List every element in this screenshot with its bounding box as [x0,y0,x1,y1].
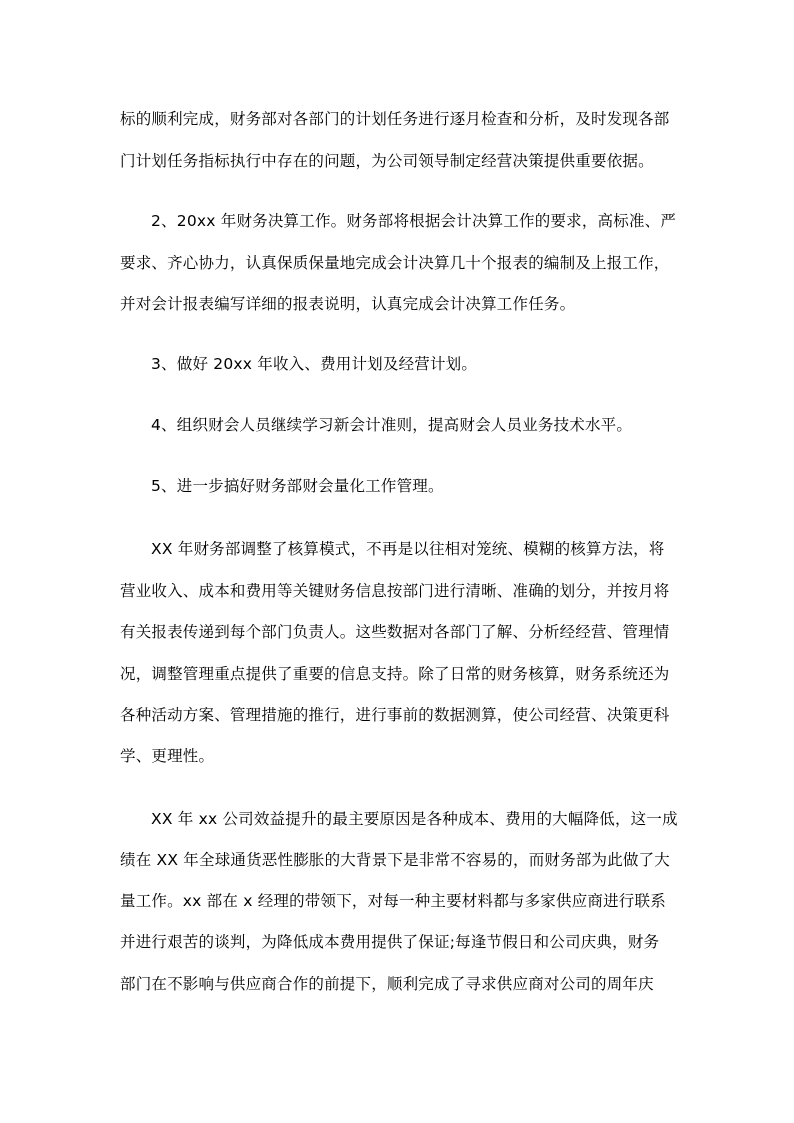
list-item-5-line: 5、进一步搞好财务部财会量化工作管理。 [151,477,444,495]
body-text-line: 学、更理性。 [120,747,215,765]
list-item-4-line: 4、组织财会人员继续学习新会计准则，提高财会人员业务技术水平。 [151,416,633,434]
body-text-line: 并进行艰苦的谈判，为降低成本费用提供了保证;每逢节假日和公司庆典，财务 [120,933,660,951]
body-text-line: 标的顺利完成，财务部对各部门的计划任务进行逐月检查和分析，及时发现各部 [120,110,670,128]
list-item-2-line: 2、20xx 年财务决算工作。财务部将根据会计决算工作的要求，高标准、严 [151,212,677,230]
paragraph-first-line: XX 年 xx 公司效益提升的最主要原因是各种成本、费用的大幅降低，这一成 [151,810,678,828]
list-item-3-line: 3、做好 20xx 年收入、费用计划及经营计划。 [151,355,478,373]
body-text-line: 量工作。xx 部在 x 经理的带领下，对每一种主要材料都与多家供应商进行联系 [120,892,666,910]
body-text-line: 绩在 XX 年全球通货恶性膨胀的大背景下是非常不容易的，而财务部为此做了大 [120,851,670,869]
body-text-line: 营业收入、成本和费用等关键财务信息按部门进行清晰、准确的划分，并按月将 [120,582,670,600]
body-text-line: 况，调整管理重点提供了重要的信息支持。除了日常的财务核算，财务系统还为 [120,665,670,683]
body-text-line: 要求、齐心协力，认真保质保量地完成会计决算几十个报表的编制及上报工作， [120,254,670,272]
body-text-line: 门计划任务指标执行中存在的问题，为公司领导制定经营决策提供重要依据。 [120,152,654,170]
body-text-line: 各种活动方案、管理措施的推行，进行事前的数据测算，使公司经营、决策更科 [120,706,670,724]
body-text-line: 有关报表传递到每个部门负责人。这些数据对各部门了解、分析经经营、管理情 [120,623,670,641]
paragraph-first-line: XX 年财务部调整了核算模式，不再是以往相对笼统、模糊的核算方法，将 [151,540,665,558]
body-text-line: 并对会计报表编写详细的报表说明，认真完成会计决算工作任务。 [120,295,576,313]
body-text-line: 部门在不影响与供应商合作的前提下，顺利完成了寻求供应商对公司的周年庆 [120,975,654,993]
